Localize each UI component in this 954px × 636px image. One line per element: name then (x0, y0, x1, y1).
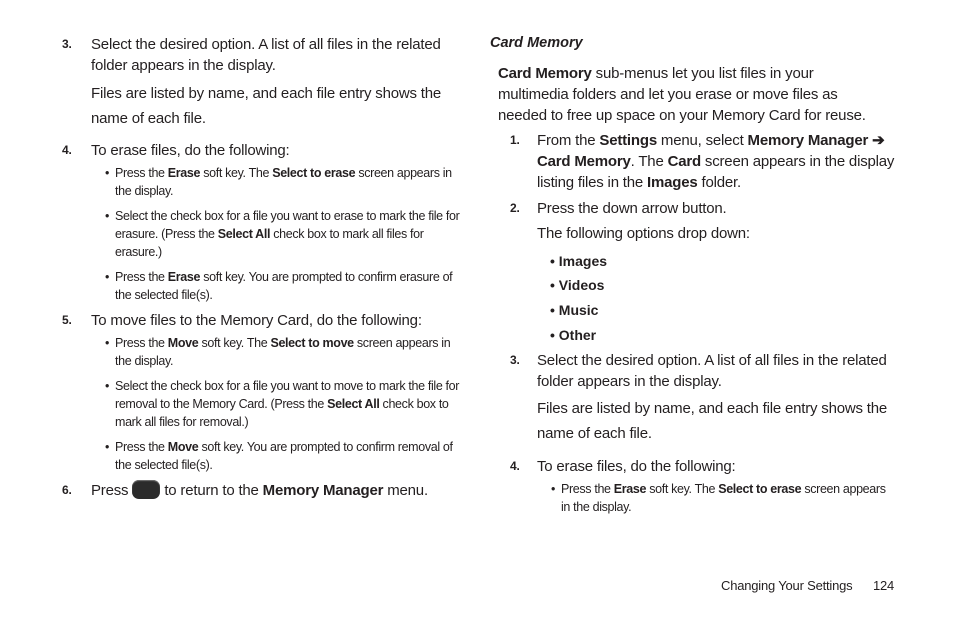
step-text: To erase files, do the following: (91, 142, 290, 159)
option-music: • Music (550, 302, 599, 318)
step-number: 3. (62, 37, 72, 51)
note-text: The following options drop down: (537, 225, 750, 242)
footer-section-title: Changing Your Settings (721, 578, 853, 593)
step-number: 4. (62, 143, 72, 157)
option-videos: • Videos (550, 277, 605, 293)
step-text: Press the down arrow button. (537, 200, 727, 217)
step-text: Select the desired option. A list of all files in the related folder appears in the display. (537, 352, 887, 390)
step-text: To erase files, do the following: (537, 458, 736, 475)
step-number: 5. (62, 313, 72, 327)
option-other: • Other (550, 327, 597, 343)
step-number: 4. (510, 459, 520, 473)
step-text: Select the desired option. A list of all files in the related folder appears in the display. (91, 36, 441, 74)
end-key-icon (132, 480, 160, 499)
step-number: 1. (510, 133, 520, 147)
note-text: Files are listed by name, and each file entry shows the name of each file. (91, 85, 442, 127)
step-number: 3. (510, 353, 520, 367)
option-images: • Images (550, 253, 608, 269)
step-text: From the Settings menu, select Memory Manager ➔ Card Memory. The Card screen appears in the display listing files in the Images folder. (537, 132, 895, 191)
step-number: 6. (62, 483, 72, 497)
note-text: Files are listed by name, and each file entry shows the name of each file. (537, 400, 888, 442)
section-heading: Card Memory (490, 35, 583, 51)
step-text: To move files to the Memory Card, do the following: (91, 312, 422, 329)
step-text: Press to return to the Memory Manager menu. (91, 482, 428, 499)
page-number: 124 (873, 578, 895, 593)
step-number: 2. (510, 201, 520, 215)
intro-paragraph: Card Memory sub-menus let you list files in your multimedia folders and let you erase or move files as needed to free up space on your Memory Card for reuse. (498, 65, 866, 124)
